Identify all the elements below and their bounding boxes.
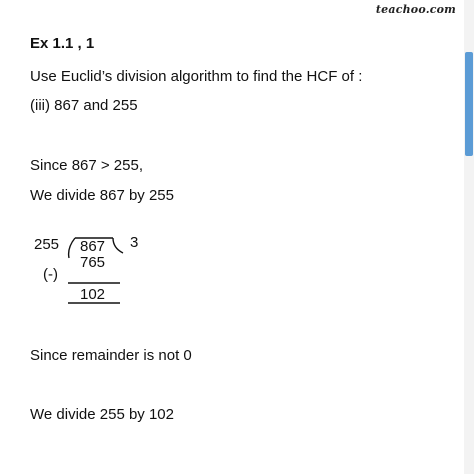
divisor: 255 [34, 236, 60, 253]
divisor-bracket [69, 238, 75, 258]
product: 765 [80, 254, 106, 271]
remainder-note: Since remainder is not 0 [30, 347, 192, 364]
remainder: 102 [80, 286, 106, 303]
teachoo-logo: teachoo.com [375, 3, 456, 16]
divide-statement-2: We divide 255 by 102 [30, 406, 174, 423]
quotient: 3 [130, 234, 139, 251]
comparison-statement: Since 867 > 255, [30, 157, 144, 174]
exercise-heading: Ex 1.1 , 1 [30, 35, 95, 52]
quotient-bracket [113, 238, 123, 253]
divide-statement-1: We divide 867 by 255 [30, 187, 174, 204]
minus-sign: (-) [43, 266, 58, 283]
dividend: 867 [80, 238, 106, 255]
question-text: Use Euclid’s division algorithm to find the HCF of : [30, 68, 363, 85]
question-part: (iii) 867 and 255 [30, 97, 138, 114]
